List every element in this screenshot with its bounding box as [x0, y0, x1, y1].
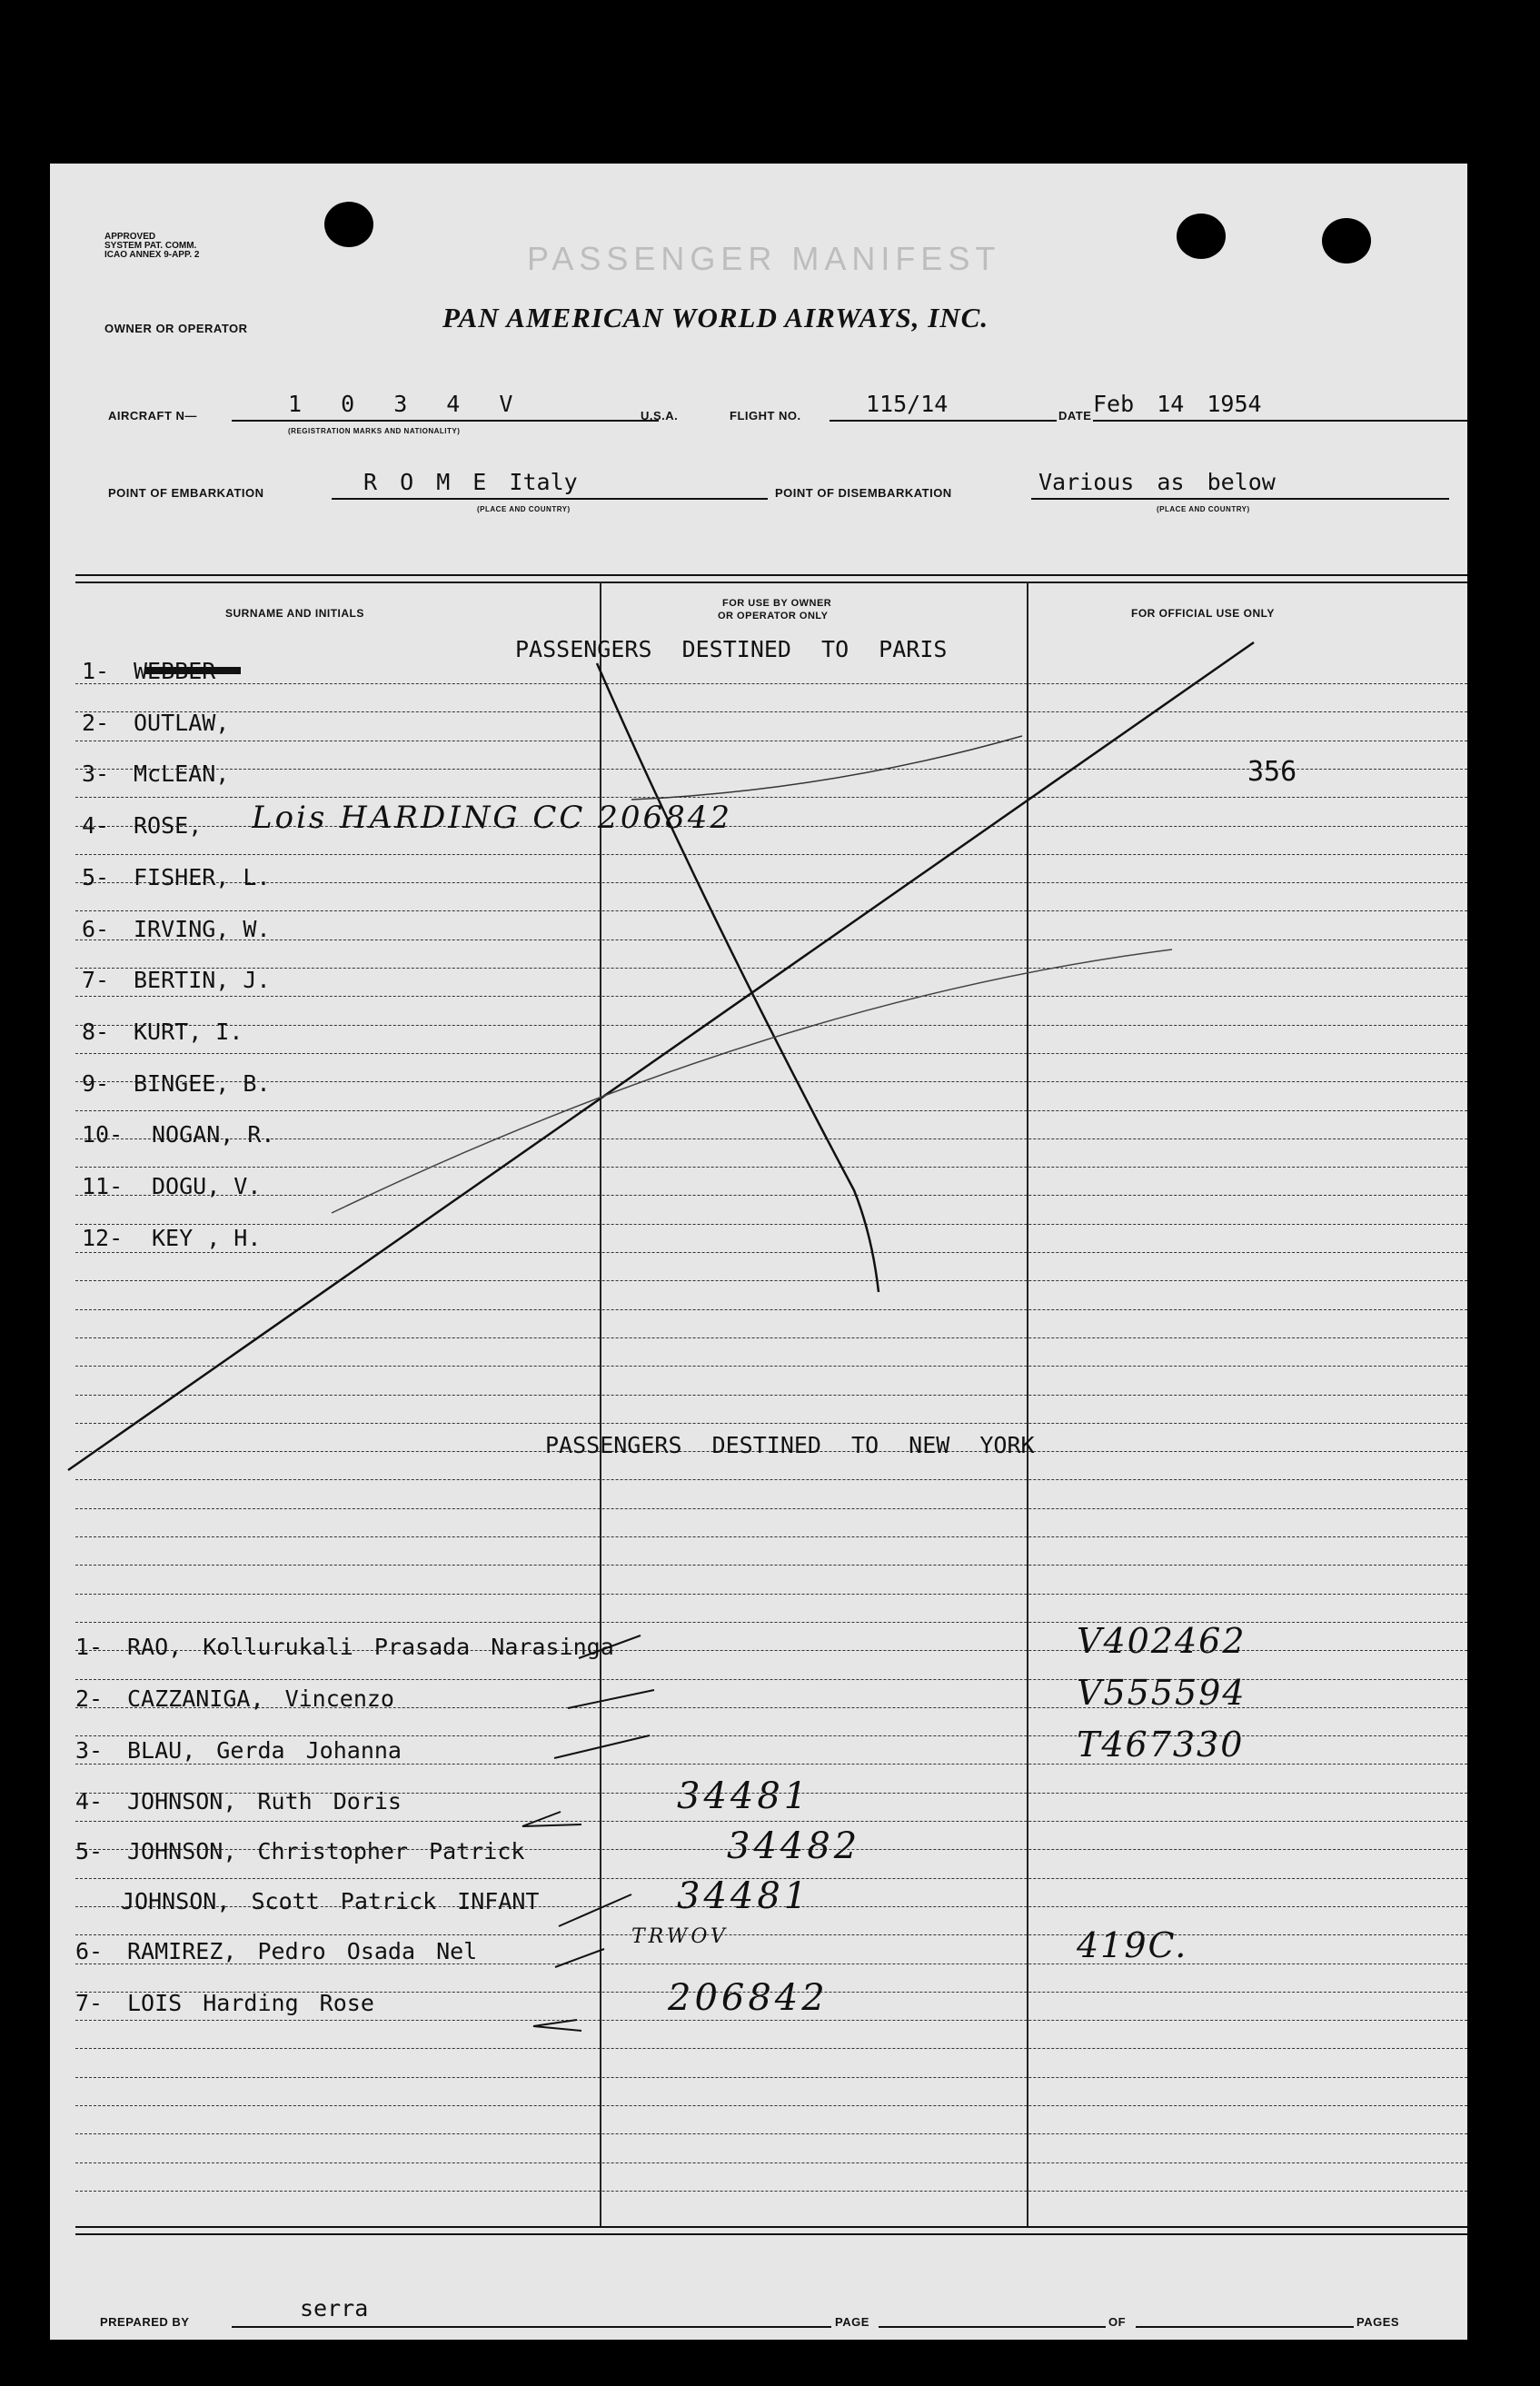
of-label: OF [1108, 2315, 1127, 2329]
paris-row-name: DOGU, V. [152, 1173, 262, 1199]
newyork-heading: PASSENGERS DESTINED TO NEW YORK [545, 1432, 1035, 1458]
newyork-row-number: 6- [75, 1938, 104, 1964]
paris-row-number: 4- [82, 812, 110, 840]
aircraft-label: AIRCRAFT N— [108, 409, 197, 423]
paris-row-number: 1- [82, 658, 110, 684]
newyork-row-owner-ref: TRWOV [631, 1925, 729, 1948]
diagonal-cancel-stroke [68, 642, 1254, 1470]
paris-row-name: KURT, I. [134, 1018, 243, 1045]
col-owner-header-1: FOR USE BY OWNER [722, 598, 832, 609]
usa-label: U.S.A. [641, 409, 679, 423]
newyork-row-name: RAMIREZ, Pedro Osada Nel [127, 1938, 478, 1964]
paris-row-name: McLEAN, [134, 761, 230, 788]
newyork-row-owner-ref: 34481 [677, 1775, 811, 1817]
col-owner-header-2: OR OPERATOR ONLY [718, 611, 829, 621]
place-caption-1: (PLACE AND COUNTRY) [477, 505, 571, 513]
icao-text: ICAO ANNEX 9-APP. 2 [104, 250, 200, 260]
newyork-row-name: JOHNSON, Christopher Patrick [127, 1838, 525, 1864]
date-label: DATE [1058, 409, 1092, 423]
infant-strike [559, 1894, 631, 1926]
newyork-row-name: CAZZANIGA, Vincenzo [127, 1685, 394, 1712]
check-mark-1 [568, 1690, 654, 1708]
paris-row-name: BERTIN, J. [134, 967, 271, 994]
newyork-row-owner-ref: 206842 [668, 1977, 829, 2019]
paris-row-name: IRVING, W. [134, 915, 271, 942]
flight-label: FLIGHT NO. [730, 409, 801, 423]
paris-official-note: 356 [1247, 756, 1297, 788]
paris-row-number: 10- [82, 1121, 124, 1148]
sweep-stroke-lower [332, 949, 1172, 1213]
embark-label: POINT OF EMBARKATION [108, 486, 264, 500]
paris-row-number: 8- [82, 1018, 110, 1045]
page-label: PAGE [835, 2315, 869, 2329]
paris-row-name: BINGEE, B. [134, 1069, 271, 1097]
manifest-sheet [50, 164, 1467, 2340]
newyork-row-owner-ref: 34482 [727, 1825, 861, 1867]
newyork-row-official-ref: 419C. [1077, 1925, 1188, 1965]
paris-row-name: KEY , H. [152, 1224, 262, 1251]
flight-value: 115/14 [866, 391, 949, 417]
newyork-row-official-ref: V555594 [1077, 1673, 1247, 1713]
newyork-row-number: 4- [75, 1788, 104, 1814]
paris-row-name: OUTLAW, [134, 709, 230, 736]
check-mark-6 [555, 1949, 604, 1967]
pages-label: PAGES [1356, 2315, 1400, 2329]
paris-heading: PASSENGERS DESTINED TO PARIS [515, 636, 948, 662]
check-mark-3 [579, 1635, 641, 1658]
paris-row-name: WEBBER [134, 658, 216, 684]
check-mark-2 [554, 1735, 650, 1758]
newyork-row-number: 1- [75, 1634, 104, 1660]
disembark-value: Various as below [1038, 469, 1276, 495]
paris-row-number: 5- [82, 863, 110, 890]
newyork-row-name: LOIS Harding Rose [127, 1990, 374, 2016]
paris-row-name: ROSE, [134, 812, 203, 840]
col-surname-header: SURNAME AND INITIALS [225, 607, 364, 620]
embark-value: R O M E Italy [363, 469, 578, 495]
newyork-row-number: 2- [75, 1685, 104, 1712]
cancellation-strokes [50, 164, 1467, 2340]
paris-row-number: 12- [82, 1224, 124, 1251]
date-value: Feb 14 1954 [1093, 391, 1262, 417]
prepared-label: PREPARED BY [100, 2315, 190, 2329]
newyork-row-name: BLAU, Gerda Johanna [127, 1737, 402, 1764]
newyork-row-official-ref: T467330 [1077, 1725, 1245, 1765]
approved-text: APPROVED [104, 232, 156, 242]
paris-row-number: 11- [82, 1173, 124, 1199]
newyork-row-number: 3- [75, 1737, 104, 1764]
paris-row-number: 9- [82, 1069, 110, 1097]
paris-row-number: 3- [82, 761, 110, 788]
newyork-row-official-ref: V402462 [1077, 1621, 1247, 1661]
check-mark-7 [533, 2020, 581, 2031]
newyork-row-number: 5- [75, 1838, 104, 1864]
rose-handwritten-note: Lois HARDING CC 206842 [252, 800, 733, 836]
paris-row-name: FISHER, L. [134, 863, 271, 890]
aircraft-value: 1 0 3 4 V [288, 391, 526, 417]
cross-stroke [597, 663, 879, 1292]
paris-row-number: 6- [82, 915, 110, 942]
newyork-row-name: JOHNSON, Ruth Doris [127, 1788, 402, 1814]
manifest-title: PASSENGER MANIFEST [527, 240, 1001, 277]
paris-row-number: 2- [82, 709, 110, 736]
newyork-row-owner-ref: 34481 [677, 1875, 811, 1917]
owner-value: PAN AMERICAN WORLD AIRWAYS, INC. [442, 302, 989, 333]
newyork-row-number: 7- [75, 1990, 104, 2016]
sweep-stroke-upper [631, 736, 1022, 800]
paris-row-number: 7- [82, 967, 110, 994]
place-caption-2: (PLACE AND COUNTRY) [1157, 505, 1250, 513]
newyork-row-name: RAO, Kollurukali Prasada Narasinga [127, 1634, 614, 1660]
disembark-label: POINT OF DISEMBARKATION [775, 486, 952, 500]
prepared-value: serra [300, 2295, 369, 2321]
col-official-header: FOR OFFICIAL USE ONLY [1131, 607, 1275, 620]
check-mark-4 [522, 1812, 581, 1826]
newyork-row-name: JOHNSON, Scott Patrick INFANT [121, 1888, 540, 1914]
system-text: SYSTEM PAT. COMM. [104, 241, 197, 251]
owner-label: OWNER OR OPERATOR [104, 322, 248, 335]
registration-caption: (REGISTRATION MARKS AND NATIONALITY) [288, 427, 461, 435]
paris-row-name: NOGAN, R. [152, 1121, 275, 1148]
